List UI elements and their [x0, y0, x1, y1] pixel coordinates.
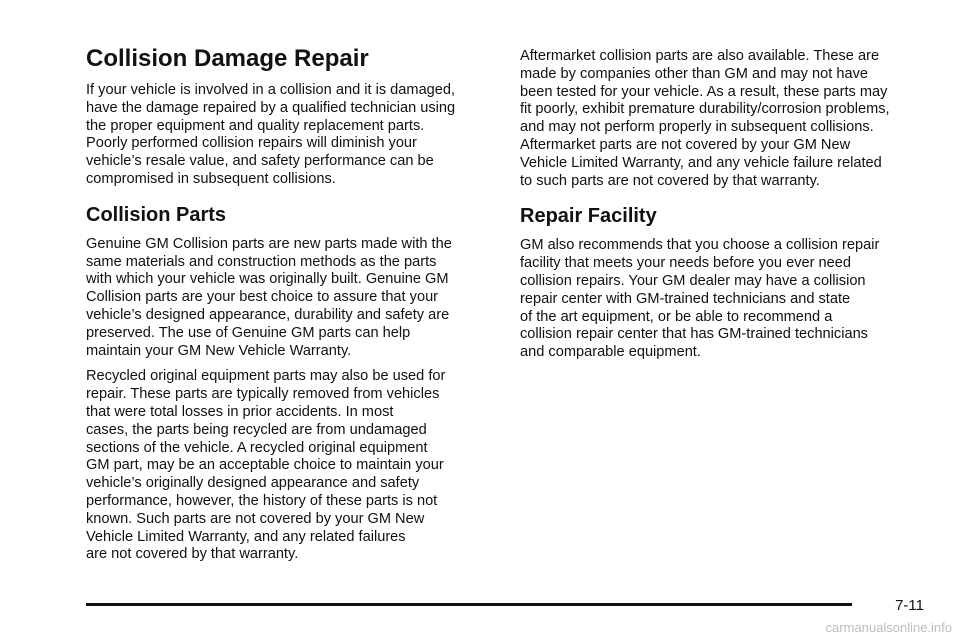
- heading-collision-parts: Collision Parts: [86, 203, 227, 226]
- page-number: 7-11: [895, 597, 924, 614]
- heading-repair-facility: Repair Facility: [520, 205, 657, 228]
- paragraph-recycled-parts: Recycled original equipment parts may also be used for repair. These parts are typically removed from vehicles that were total losses in prior accidents. In most cases, the parts being recycled are from undamaged sections of the vehicle. A recycled original equipment GM part, may be an acceptable choice to maintain your vehicle’s originally designed appearance and safety performance, however, the history of these parts is not known. Such parts are not covered by your GM New Vehicle Limited Warranty, and any related failures are not covered by that warranty.: [86, 368, 446, 563]
- right-column: [520, 44, 925, 370]
- paragraph-aftermarket-parts: Aftermarket collision parts are also available. These are made by companies other than GM and may not have been tested for your vehicle. As a result, these parts may fit poorly, exhibit premature durability/corrosion problems, and may not perform properly in subsequent collisions. Aftermarket parts are not covered by your GM New Vehicle Limited Warranty, and any vehicle failure related to such parts are not covered by that warranty.: [520, 48, 890, 189]
- heading-collision-damage-repair: Collision Damage Repair: [86, 45, 369, 72]
- paragraph-collision-damage-intro: If your vehicle is involved in a collision and it is damaged, have the damage repaired by a qualified technician using the proper equipment and quality replacement parts. Poorly performed collision repairs will diminish your vehicle’s resale value, and safety performance can be compromised in subsequent collisions.: [86, 82, 456, 187]
- left-column: [86, 44, 491, 572]
- watermark: carmanualsonline.info: [825, 620, 952, 635]
- paragraph-genuine-gm-parts: Genuine GM Collision parts are new parts made with the same materials and construction methods as the parts with which your vehicle was originally built. Genuine GM Collision parts are your best choice to assure that your vehicle’s designed appearance, durability and safety are preserved. The use of Genuine GM parts can help maintain your GM New Vehicle Warranty.: [86, 235, 452, 359]
- paragraph-repair-facility: GM also recommends that you choose a collision repair facility that meets your needs before you ever need collision repairs. Your GM dealer may have a collision repair center with GM-trained technicians and state of the art equipment, or be able to recommend a collision repair center that has GM-trained technicians and comparable equipment.: [520, 237, 880, 361]
- footer-rule: [86, 603, 852, 606]
